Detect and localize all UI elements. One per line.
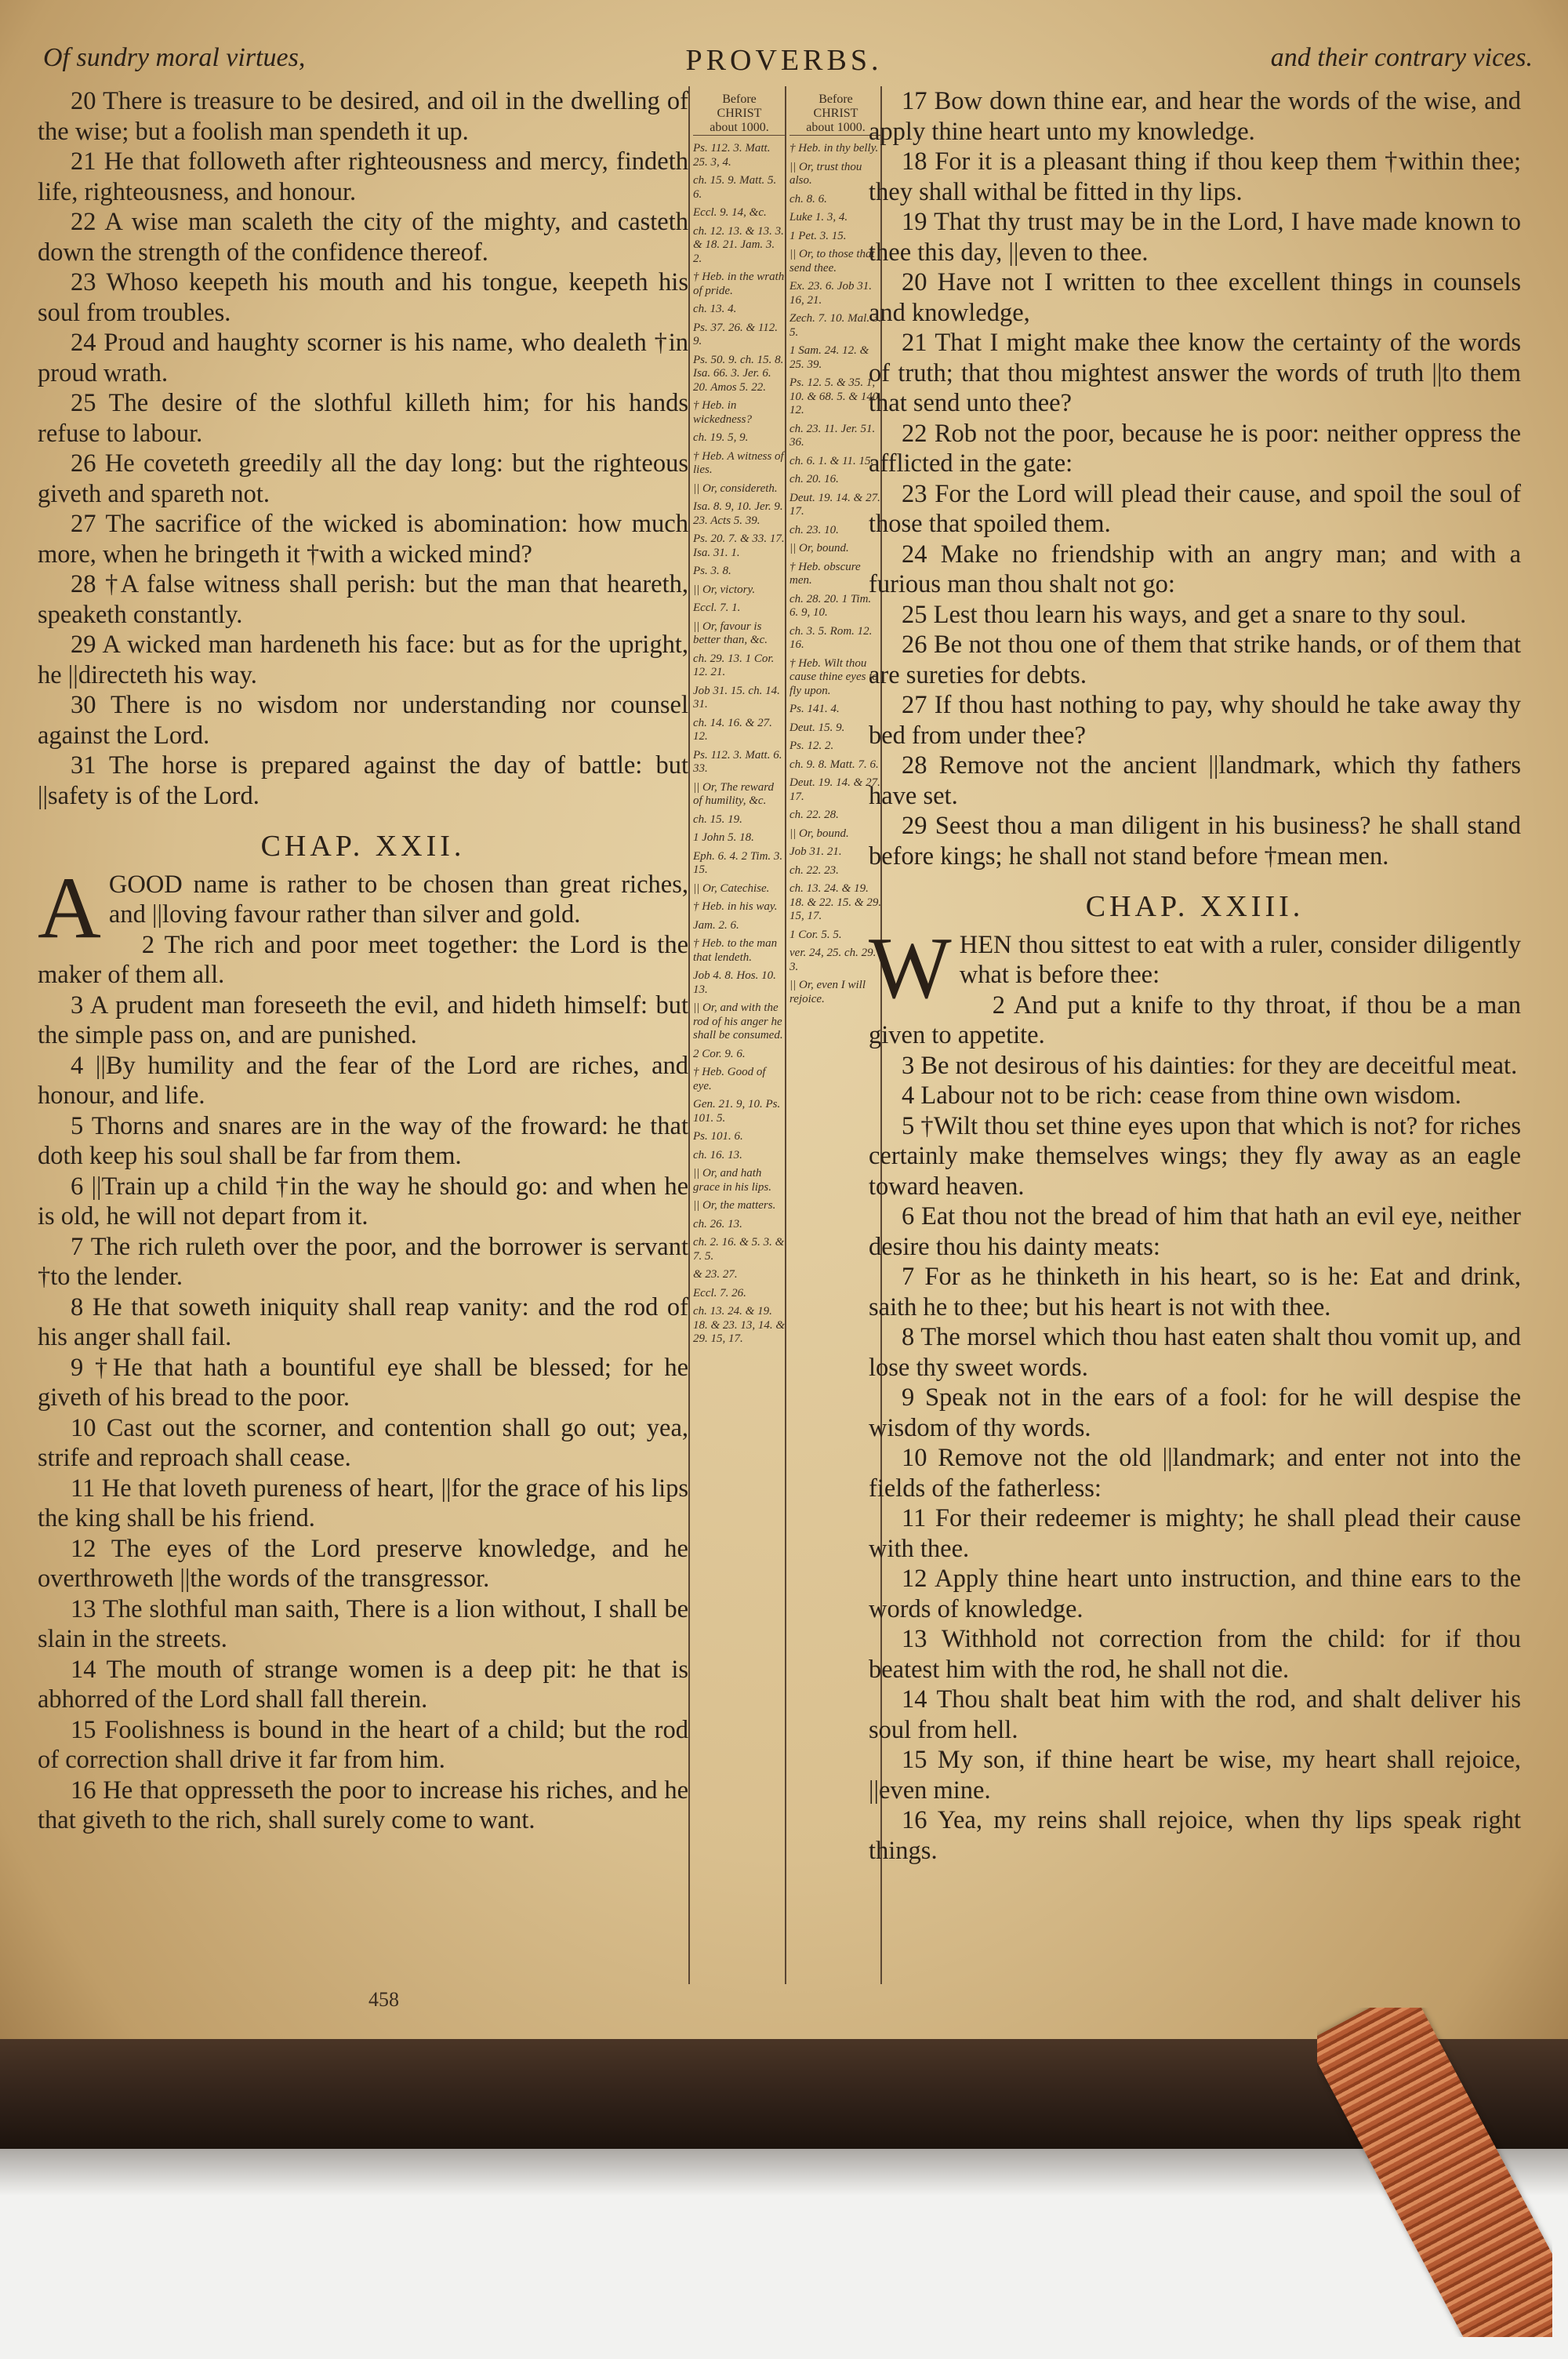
page-number: 458 [368, 1988, 399, 2011]
verse: 13 Withhold not correction from the child: for if thou beatest him with the rod, he shall not die. [869, 1625, 1521, 1684]
verse: 13 The slothful man saith, There is a lion without, I shall be slain in the streets. [38, 1594, 688, 1653]
cross-reference: † Heb. obscure men. [789, 560, 861, 587]
verse: 5 †Wilt thou set thine eyes upon that which is not? for riches certainly make themselves wings; they fly away as an eagle toward heaven. [869, 1111, 1521, 1201]
verse: 11 He that loveth pureness of heart, ||for the grace of his lips the king shall be his friend. [38, 1474, 688, 1532]
cross-reference: ch. 23. 10. [789, 523, 839, 536]
cross-reference: † Heb. to the man that lendeth. [693, 937, 778, 964]
verse: 28 Remove not the ancient ||landmark, which thy fathers have set. [869, 751, 1521, 810]
verse: 3 A prudent man foreseeth the evil, and hideth himself: but the simple pass on, and are punished. [38, 990, 688, 1049]
verse: 30 There is no wisdom nor understanding nor counsel against the Lord. [38, 691, 688, 750]
verse: 20 There is treasure to be desired, and oil in the dwelling of the wise; but a foolish man spendeth it up. [38, 87, 688, 146]
cross-reference: Jam. 2. 6. [693, 918, 739, 932]
cross-reference: Job 4. 8. Hos. 10. 13. [693, 969, 776, 996]
verse: 6 ||Train up a child †in the way he should go: and when he is old, he will not depart from it. [38, 1172, 688, 1230]
reference-column-a [693, 93, 786, 1351]
verse: 16 He that oppresseth the poor to increase his riches, and he that giveth to the rich, shall surely come to want. [38, 1776, 688, 1834]
verse: 27 The sacrifice of the wicked is abomination: how much more, when he bringeth it †with a wicked mind? [38, 510, 688, 569]
verse: 29 A wicked man hardeneth his face: but as for the upright, he ||directeth his way. [38, 631, 688, 689]
cross-reference: Ps. 37. 26. & 112. 9. [693, 321, 779, 347]
cross-reference: † Heb. Good of eye. [693, 1066, 766, 1092]
cross-reference: Isa. 8. 9, 10. Jer. 9. 23. Acts 5. 39. [693, 500, 783, 527]
drop-cap: W [869, 919, 952, 1017]
verse-text: GOOD name is rather to be chosen than great riches, and ||loving favour rather than silver and gold. [108, 870, 688, 929]
cross-reference: † Heb. in the wrath of pride. [693, 271, 785, 297]
cross-reference: || Or, bound. [789, 827, 849, 840]
cross-reference: ch. 22. 23. [789, 863, 839, 877]
verse: 3 Be not desirous of his dainties: for they are deceitful meat. [902, 1051, 1518, 1080]
cross-reference: Gen. 21. 9, 10. Ps. 101. 5. [693, 1098, 781, 1125]
cross-reference: Ex. 23. 6. Job 31. 16, 21. [789, 280, 872, 307]
cross-reference: Deut. 19. 14. & 27. 17. [789, 491, 880, 518]
verse: 16 Yea, my reins shall rejoice, when thy lips speak right things. [869, 1806, 1521, 1865]
verse: 8 He that soweth iniquity shall reap vanity: and the rod of his anger shall fail. [38, 1292, 688, 1351]
verse: 14 Thou shalt beat him with the rod, and shalt deliver his soul from hell. [869, 1685, 1521, 1744]
cross-reference: ch. 26. 13. [693, 1217, 742, 1230]
verse: 12 The eyes of the Lord preserve knowledge, and he overthroweth ||the words of the transgressor. [38, 1534, 688, 1593]
verse: 2 The rich and poor meet together: the Lord is the maker of them all. [38, 930, 688, 989]
verse: 18 For it is a pleasant thing if thou keep them †within thee; they shall withal be fitted in thy lips. [869, 147, 1521, 206]
verse: 22 Rob not the poor, because he is poor: neither oppress the afflicted in the gate: [869, 419, 1521, 478]
cross-reference: † Heb. in wickedness? [693, 399, 752, 426]
cross-reference: Ps. 112. 3. Matt. 25. 3, 4. [693, 142, 771, 169]
verse: 28 †A false witness shall perish: but the man that heareth, speaketh constantly. [38, 570, 688, 629]
cross-reference: † Heb. Wilt thou cause thine eyes to fly upon. [789, 656, 878, 697]
reference-header-line: CHRIST [717, 107, 762, 120]
verse: 9 †He that hath a bountiful eye shall be blessed; for he giveth of his bread to the poor. [38, 1353, 688, 1412]
verse-list [38, 930, 688, 1836]
column-rule [688, 86, 690, 1984]
verse: 10 Remove not the old ||landmark; and enter not into the fields of the fatherless: [869, 1444, 1521, 1503]
cross-reference: || Or, and with the rod of his anger he shall be consumed. [693, 1001, 783, 1041]
verse: 25 Lest thou learn his ways, and get a snare to thy soul. [902, 600, 1467, 629]
cross-reference: Job 31. 21. [789, 845, 842, 858]
running-header-right: and their contrary vices. [1270, 43, 1533, 72]
verse: 15 Foolishness is bound in the heart of a child; but the rod of correction shall drive it far from him. [38, 1715, 688, 1774]
cross-reference: 1 John 5. 18. [693, 831, 754, 844]
reference-list [693, 142, 786, 1347]
verse: 7 The rich ruleth over the poor, and the borrower is servant †to the lender. [38, 1232, 688, 1291]
verse: 22 A wise man scaleth the city of the mighty, and casteth down the strength of the confidence thereof. [38, 208, 688, 267]
cross-reference: ch. 13. 24. & 19. 18. & 23. 13, 14. & 29. 15, 17. [693, 1305, 786, 1345]
cross-reference: || Or, even I will rejoice. [789, 979, 866, 1005]
drop-cap: A [38, 859, 101, 957]
verse: 11 For their redeemer is mighty; he shall plead their cause with thee. [869, 1504, 1521, 1563]
chapter-heading: CHAP. XXIII. [1085, 890, 1305, 923]
cross-reference: Ps. 12. 2. [789, 740, 834, 752]
cross-reference: Zech. 7. 10. Mal. 3. 5. [789, 312, 882, 339]
cross-reference: || Or, favour is better than, &c. [693, 620, 768, 646]
cross-reference: † Heb. in thy belly. [789, 142, 879, 154]
cross-reference: Eccl. 9. 14, &c. [693, 206, 767, 219]
verse-text: HEN thou sittest to eat with a ruler, consider diligently what is before thee: [959, 930, 1521, 989]
verse: 21 That I might make thee know the certainty of the words of truth; that thou mightest answer the words of truth ||to them that send unto thee? [869, 329, 1521, 417]
bookmark-ribbon[interactable] [1317, 2008, 1552, 2337]
cross-reference: Luke 1. 3, 4. [789, 211, 848, 224]
cross-reference: † Heb. in his way. [693, 900, 778, 913]
cross-reference: Eccl. 7. 1. [693, 602, 741, 614]
verse: 20 Have not I written to thee excellent things in counsels and knowledge, [869, 268, 1521, 327]
cross-reference: † Heb. A witness of lies. [693, 449, 784, 476]
verse: 25 The desire of the slothful killeth him; for his hands refuse to labour. [38, 389, 688, 448]
cross-reference: ch. 16. 13. [693, 1148, 742, 1161]
verse: 21 He that followeth after righteousness and mercy, findeth life, righteousness, and honour. [38, 147, 688, 206]
verse: 23 Whoso keepeth his mouth and his tongue, keepeth his soul from troubles. [38, 268, 688, 327]
cross-reference: ch. 19. 5, 9. [693, 431, 749, 444]
cross-reference: Deut. 19. 14. & 27. 17. [789, 776, 880, 803]
cross-reference: || Or, and hath grace in his lips. [693, 1167, 771, 1194]
verse: 17 Bow down thine ear, and hear the words of the wise, and apply thine heart unto my knowledge. [869, 87, 1521, 146]
running-header-left: Of sundry moral virtues, [43, 43, 306, 72]
cross-reference: & 23. 27. [693, 1268, 738, 1281]
reference-header-line: about 1000. [806, 121, 866, 134]
cross-reference: Ps. 50. 9. ch. 15. 8. Isa. 66. 3. Jer. 6. 20. Amos 5. 22. [693, 353, 784, 394]
cross-reference: 1 Pet. 3. 15. [789, 229, 847, 242]
cross-reference: 1 Cor. 5. 5. [789, 928, 842, 941]
verse: 12 Apply thine heart unto instruction, and thine ears to the words of knowledge. [869, 1565, 1521, 1623]
verse-list [869, 990, 1521, 1866]
cross-reference: ch. 6. 1. & 11. 15. [789, 454, 874, 467]
cross-reference: Ps. 12. 5. & 35. 1, 10. & 68. 5. & 140. 12. [789, 376, 882, 416]
cross-reference: ch. 3. 5. Rom. 12. 16. [789, 624, 873, 651]
verse: 19 That thy trust may be in the Lord, I have made known to thee this day, ||even to thee. [869, 208, 1521, 267]
reference-header-line: Before [818, 93, 853, 106]
cross-reference: ch. 9. 8. Matt. 7. 6. [789, 758, 879, 771]
cross-reference: 1 Sam. 24. 12. & 25. 39. [789, 344, 869, 371]
cross-reference: || Or, The reward of humility, &c. [693, 780, 774, 807]
cross-reference: || Or, to those that send thee. [789, 248, 875, 274]
verse-list [869, 86, 1521, 871]
cross-reference: Ps. 3. 8. [693, 565, 731, 577]
ribbon-band [1317, 2008, 1552, 2337]
chapter-opening-verse [869, 919, 1521, 1017]
cross-reference: || Or, the matters. [693, 1199, 776, 1212]
running-header-title: PROVERBS. [685, 44, 883, 77]
cross-reference: ch. 8. 6. [789, 192, 827, 205]
verse: 29 Seest thou a man diligent in his business? he shall stand before kings; he shall not stand before †mean men. [869, 812, 1521, 871]
reference-header-line: Before [722, 93, 757, 106]
reference-header-line: CHRIST [813, 107, 858, 120]
verse: 26 Be not thou one of them that strike hands, or of them that are sureties for debts. [869, 631, 1521, 689]
cross-reference: ch. 20. 16. [789, 473, 839, 485]
cross-reference: Deut. 15. 9. [789, 721, 845, 734]
verse: 26 He coveteth greedily all the day long: but the righteous giveth and spareth not. [38, 449, 688, 508]
verse: 31 The horse is prepared against the day of battle: but ||safety is of the Lord. [38, 751, 688, 810]
verse: 5 Thorns and snares are in the way of the froward: he that doth keep his soul shall be far from them. [38, 1111, 688, 1170]
cross-reference: ch. 13. 4. [693, 303, 737, 315]
verse: 23 For the Lord will plead their cause, and spoil the soul of those that spoiled them. [869, 479, 1521, 538]
cross-reference: ch. 12. 13. & 13. 3. & 18. 21. Jam. 3. 2. [693, 224, 784, 265]
cross-reference: Ps. 20. 7. & 33. 17. Isa. 31. 1. [693, 533, 785, 559]
cross-reference: ch. 13. 24. & 19. 18. & 22. 15. & 29. 15, 17. [789, 882, 882, 922]
cross-reference: Eccl. 7. 26. [693, 1286, 746, 1299]
verse: 6 Eat thou not the bread of him that hath an evil eye, neither desire thou his dainty meats: [869, 1202, 1521, 1261]
verse: 24 Proud and haughty scorner is his name, who dealeth †in proud wrath. [38, 329, 688, 387]
cross-reference: ch. 2. 16. & 5. 3. & 7. 5. [693, 1236, 785, 1263]
verse: 9 Speak not in the ears of a fool: for he will despise the wisdom of thy words. [869, 1383, 1521, 1442]
verse: 27 If thou hast nothing to pay, why should he take away thy bed from under thee? [869, 691, 1521, 750]
cross-reference: || Or, considereth. [693, 482, 778, 495]
verse: 24 Make no friendship with an angry man; and with a furious man thou shalt not go: [869, 540, 1521, 598]
cross-reference: Ps. 101. 6. [693, 1130, 743, 1143]
cross-reference: Ps. 141. 4. [789, 703, 840, 715]
cross-reference: || Or, victory. [693, 583, 756, 596]
chapter-heading: CHAP. XXII. [260, 830, 466, 863]
cross-reference: ch. 28. 20. 1 Tim. 6. 9, 10. [789, 592, 872, 619]
verse: 4 ||By humility and the fear of the Lord are riches, and honour, and life. [38, 1051, 688, 1110]
verse: 15 My son, if thine heart be wise, my heart shall rejoice, ||even mine. [869, 1746, 1521, 1805]
left-text-column [38, 86, 688, 1836]
cross-reference: || Or, Catechise. [693, 881, 770, 895]
cross-reference: ch. 15. 19. [693, 812, 742, 826]
verse: 4 Labour not to be rich: cease from thine own wisdom. [902, 1081, 1461, 1110]
verse: 2 And put a knife to thy throat, if thou be a man given to appetite. [869, 990, 1521, 1049]
cross-reference: || Or, bound. [789, 542, 849, 554]
reference-header-line: about 1000. [710, 121, 769, 134]
cross-reference: ch. 15. 9. Matt. 5. 6. [693, 174, 777, 201]
cross-reference: Job 31. 15. ch. 14. 31. [693, 684, 780, 711]
cross-reference: ch. 23. 11. Jer. 51. 36. [789, 422, 876, 449]
cross-reference: ch. 29. 13. 1 Cor. 12. 21. [693, 652, 775, 678]
verse: 10 Cast out the scorner, and contention shall go out; yea, strife and reproach shall cease. [38, 1413, 688, 1472]
cross-reference: 2 Cor. 9. 6. [693, 1047, 746, 1060]
chapter-opening-verse [38, 859, 688, 957]
cross-reference: || Or, trust thou also. [789, 160, 862, 187]
reference-header [693, 93, 786, 136]
verse: 7 For as he thinketh in his heart, so is he: Eat and drink, saith he to thee; but his heart is not with thee. [869, 1263, 1521, 1321]
cross-reference: ch. 22. 28. [789, 809, 839, 821]
verse: 8 The morsel which thou hast eaten shalt thou vomit up, and lose thy sweet words. [869, 1323, 1521, 1382]
cross-reference: Ps. 112. 3. Matt. 6. 33. [693, 748, 782, 775]
cross-reference: ch. 14. 16. & 27. 12. [693, 716, 772, 743]
verse-list [38, 86, 688, 811]
right-text-column [869, 86, 1521, 1866]
cross-reference: ver. 24, 25. ch. 29. 3. [789, 947, 877, 973]
cross-reference: Eph. 6. 4. 2 Tim. 3. 15. [693, 849, 783, 876]
verse: 14 The mouth of strange women is a deep pit: he that is abhorred of the Lord shall fall therein. [38, 1655, 688, 1714]
